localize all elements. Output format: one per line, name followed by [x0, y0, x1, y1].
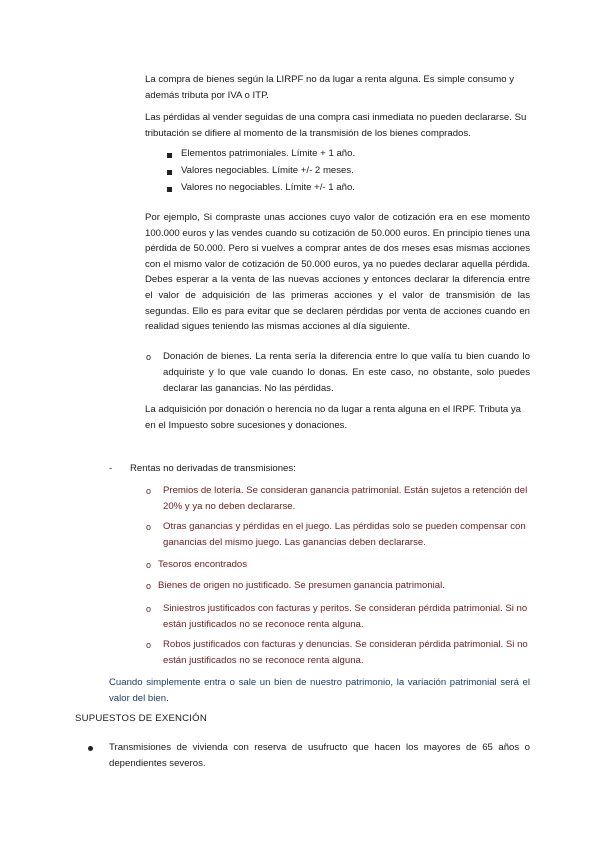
list-item: Elementos patrimoniales. Límite + 1 año. [181, 148, 356, 159]
list-item: Tesoros encontrados [158, 559, 248, 570]
dot-bullet-icon [88, 746, 93, 751]
dash-marker: - [109, 463, 113, 474]
list-item: Valores no negociables. Límite +/- 1 año. [181, 182, 355, 193]
donation-item: Donación de bienes. La renta sería la diferencia entre lo que valía tu bien cuando lo adquiriste y lo que vale cuando lo donas. En este caso, no obstante, solo puedes declarar las ganancias. No las pérdidas. [163, 351, 530, 394]
exemption-item: Transmisiones de vivienda con reserva de usufructo que hacen los mayores de 65 años o dependientes severos. [109, 742, 530, 769]
paragraph-perdidas: Las pérdidas al vender seguidas de una compra casi inmediata no pueden declararse. Su tributación se difiere al momento de la transmisión de los bienes comprados. [145, 112, 527, 139]
square-bullet-icon [167, 153, 172, 158]
note-paragraph: Cuando simplemente entra o sale un bien de nuestro patrimonio, la variación patrimonial será el valor del bien. [109, 677, 530, 704]
list-item: Otras ganancias y pérdidas en el juego. Las pérdidas solo se pueden compensar con ganancias del mismo juego. Las ganancias deben declararse. [163, 521, 526, 548]
list-item: Premios de lotería. Se consideran ganancia patrimonial. Están sujetos a retención del 20% y ya no deben declararse. [163, 485, 528, 512]
paragraph-lirpf: La compra de bienes según la LIRPF no da lugar a renta alguna. Es simple consumo y además tributa por IVA o ITP. [145, 74, 515, 101]
list-item: Valores negociables. Límite +/- 2 meses. [181, 165, 354, 176]
square-bullet-icon [167, 187, 172, 192]
circle-bullet-icon: o [146, 581, 152, 591]
circle-bullet-icon: o [146, 640, 152, 650]
example-paragraph: Por ejemplo, Si compraste unas acciones cuyo valor de cotización era en ese momento 100.000 euros y las vendes cuando su cotización de 50.000 euros. En principio tienes una pérdida de 50.000. Pero si vuelves a comprar antes de dos meses esas mismas acciones con el mismo valor de cotización de 50.000 euros, ya no puedes declarar aquella pérdida. Debes esperar a la venta de las nuevas acciones y entonces declarar la diferencia entre el valor de adquisición de las primeras acciones y el valor de transmisión de las segundas. Ello es para evitar que se declaren pérdidas por venta de acciones cuando en realidad sigues teniendo las mismas acciones al día siguiente. [145, 212, 530, 333]
list-item: Siniestros justificados con facturas y peritos. Se consideran pérdida patrimonial. Si no están justificados no se reconoce renta alguna. [163, 603, 528, 630]
list-item: Robos justificados con facturas y denuncias. Se consideran pérdida patrimonial. Si no están justificados no se reconoce renta alguna. [163, 639, 528, 666]
list-item: Bienes de origen no justificado. Se presumen ganancia patrimonial. [158, 580, 445, 591]
section-title: Rentas no derivadas de transmisiones: [130, 463, 296, 474]
circle-bullet-icon: o [146, 352, 152, 362]
square-bullet-icon [167, 170, 172, 175]
circle-bullet-icon: o [146, 486, 152, 496]
circle-bullet-icon: o [146, 604, 152, 614]
circle-bullet-icon: o [146, 560, 152, 570]
section-heading: SUPUESTOS DE EXENCIÓN [75, 713, 207, 724]
paragraph-adquisicion: La adquisición por donación o herencia no da lugar a renta alguna en el IRPF. Tributa ya en el Impuesto sobre sucesiones y donaciones. [145, 404, 522, 431]
circle-bullet-icon: o [146, 522, 152, 532]
